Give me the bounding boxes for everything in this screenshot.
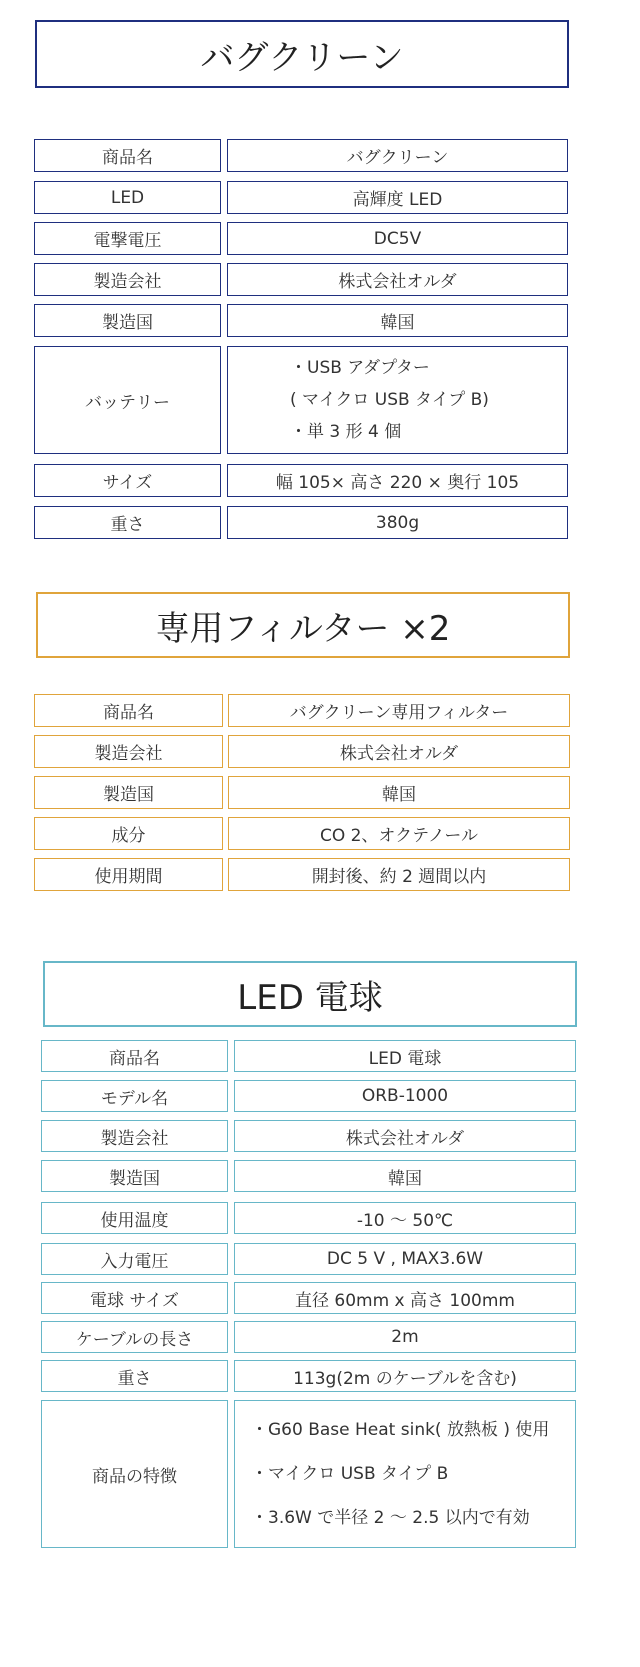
spec-value: 高輝度 LED bbox=[227, 181, 568, 214]
spec-value: DC5V bbox=[227, 222, 568, 255]
spec-label: 製造会社 bbox=[41, 1120, 228, 1152]
spec-label: 使用温度 bbox=[41, 1202, 228, 1234]
spec-label: 重さ bbox=[34, 506, 221, 539]
spec-value: 2m bbox=[234, 1321, 576, 1353]
spec-value: バグクリーン専用フィルター bbox=[228, 694, 570, 727]
spec-value: ORB-1000 bbox=[234, 1080, 576, 1112]
spec-value: 幅 105× 高さ 220 × 奥行 105 bbox=[227, 464, 568, 497]
spec-label: 商品名 bbox=[34, 694, 223, 727]
spec-label: 商品の特徴 bbox=[41, 1400, 228, 1548]
spec-label: LED bbox=[34, 181, 221, 214]
spec-label: 入力電圧 bbox=[41, 1243, 228, 1275]
spec-value: 株式会社オルダ bbox=[227, 263, 568, 296]
spec-label: サイズ bbox=[34, 464, 221, 497]
spec-label: バッテリー bbox=[34, 346, 221, 454]
spec-label: 製造会社 bbox=[34, 263, 221, 296]
spec-label: 製造国 bbox=[41, 1160, 228, 1192]
spec-label: 商品名 bbox=[41, 1040, 228, 1072]
spec-value: 380g bbox=[227, 506, 568, 539]
spec-label: 商品名 bbox=[34, 139, 221, 172]
spec-label: 使用期間 bbox=[34, 858, 223, 891]
spec-value: 韓国 bbox=[227, 304, 568, 337]
spec-value-line: ・3.6W で半径 2 〜 2.5 以内で有効 bbox=[251, 1508, 530, 1528]
spec-value: 113g(2m のケーブルを含む) bbox=[234, 1360, 576, 1392]
spec-value: バグクリーン bbox=[227, 139, 568, 172]
spec-value: DC 5 V , MAX3.6W bbox=[234, 1243, 576, 1275]
spec-label: 製造会社 bbox=[34, 735, 223, 768]
section-title-filter: 専用フィルター ×2 bbox=[36, 592, 570, 658]
spec-value-line: ・USB アダプター bbox=[290, 358, 430, 378]
spec-label: 重さ bbox=[41, 1360, 228, 1392]
spec-label: 電撃電圧 bbox=[34, 222, 221, 255]
spec-value: 韓国 bbox=[234, 1160, 576, 1192]
spec-value: 開封後、約 2 週間以内 bbox=[228, 858, 570, 891]
spec-value: CO 2、オクテノール bbox=[228, 817, 570, 850]
spec-value: LED 電球 bbox=[234, 1040, 576, 1072]
spec-label: 成分 bbox=[34, 817, 223, 850]
spec-value-line: ・マイクロ USB タイプ B bbox=[251, 1464, 449, 1484]
spec-value-line: ・G60 Base Heat sink( 放熱板 ) 使用 bbox=[251, 1420, 550, 1440]
spec-label: モデル名 bbox=[41, 1080, 228, 1112]
spec-label: ケーブルの長さ bbox=[41, 1321, 228, 1353]
section-title-led-bulb: LED 電球 bbox=[43, 961, 577, 1027]
spec-value: 直径 60mm x 高さ 100mm bbox=[234, 1282, 576, 1314]
spec-value bbox=[227, 346, 568, 454]
spec-value-line: ( マイクロ USB タイプ B) bbox=[290, 390, 489, 410]
spec-value: 株式会社オルダ bbox=[234, 1120, 576, 1152]
section-title-bugclean: バグクリーン bbox=[35, 20, 569, 88]
spec-value-line: ・単 3 形 4 個 bbox=[290, 422, 402, 442]
spec-label: 製造国 bbox=[34, 776, 223, 809]
spec-value bbox=[234, 1400, 576, 1548]
spec-label: 電球 サイズ bbox=[41, 1282, 228, 1314]
spec-label: 製造国 bbox=[34, 304, 221, 337]
spec-value: 株式会社オルダ bbox=[228, 735, 570, 768]
spec-value: 韓国 bbox=[228, 776, 570, 809]
spec-value: -10 〜 50℃ bbox=[234, 1202, 576, 1234]
